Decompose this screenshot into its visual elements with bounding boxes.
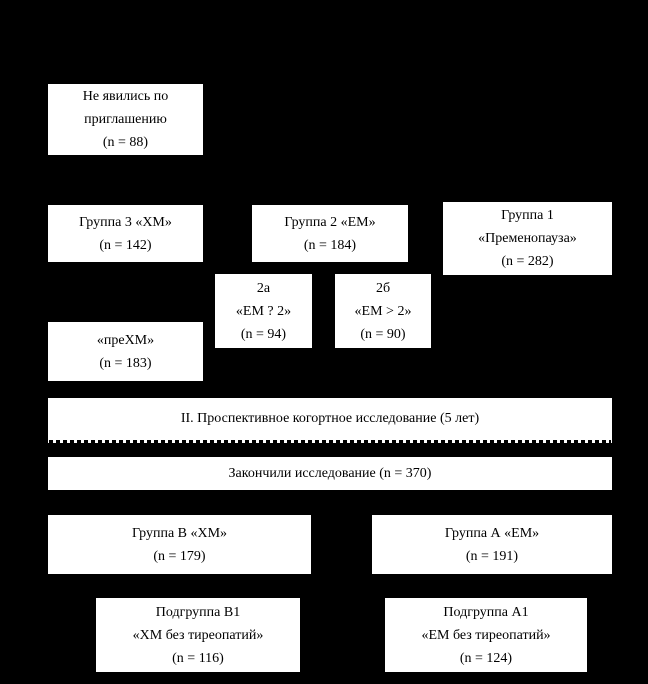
box-line: (n = 124) <box>459 650 513 666</box>
box-group-2-em <box>252 205 408 262</box>
box-no-show <box>48 84 203 155</box>
box-line: II. Проспективное когортное исследование (5 лет) <box>180 411 480 426</box>
box-line: Закончили исследование (n = 370) <box>228 466 432 481</box>
box-line: «Пременопауза» <box>478 231 577 246</box>
box-subgroup-2b <box>335 274 431 348</box>
banner-finished-study <box>48 457 612 490</box>
box-line: 2а <box>256 280 271 296</box>
box-prekhm <box>48 322 203 381</box>
box-subgroup-2a <box>215 274 312 348</box>
box-line: (n = 282) <box>501 254 554 269</box>
box-line: «ЕМ без тиреопатий» <box>421 627 551 643</box>
box-line: Группа 3 «ХМ» <box>79 214 172 230</box>
box-line: Подгруппа В1 <box>155 604 241 620</box>
box-line: (n = 179) <box>153 548 206 564</box>
box-line: «ХМ без тиреопатий» <box>132 627 264 643</box>
box-line: Группа А «ЕМ» <box>444 525 540 541</box>
box-line: (n = 90) <box>360 326 406 342</box>
box-line: «ЕМ > 2» <box>354 303 412 319</box>
box-line: «ЕМ ? 2» <box>235 303 292 319</box>
box-line: Группа В «ХМ» <box>131 525 228 541</box>
box-line: приглашению <box>84 112 167 127</box>
box-subgroup-b1 <box>96 598 300 672</box>
box-group-b-khm <box>48 515 311 574</box>
box-line: «преХМ» <box>96 332 155 348</box>
box-line: (n = 94) <box>240 326 287 342</box>
box-line: (n = 184) <box>303 237 357 253</box>
box-line: 2б <box>375 280 391 296</box>
box-group-1-premenopause <box>443 202 612 275</box>
box-subgroup-a1 <box>385 598 587 672</box>
box-line: Не явились по <box>82 89 169 104</box>
box-line: (n = 191) <box>465 548 519 564</box>
box-line: Группа 2 «ЕМ» <box>284 214 376 230</box>
box-group-a-em <box>372 515 612 574</box>
box-line: (n = 142) <box>99 237 152 253</box>
box-line: (n = 116) <box>172 650 224 666</box>
dashed-divider <box>49 440 611 443</box>
box-line: (n = 88) <box>102 135 149 150</box>
box-group-3-khm <box>48 205 203 262</box>
box-line: Подгруппа А1 <box>443 604 529 620</box>
banner-stage2-prospective-study <box>48 398 612 443</box>
box-line: (n = 183) <box>99 355 152 371</box>
box-line: Группа 1 <box>501 208 554 223</box>
